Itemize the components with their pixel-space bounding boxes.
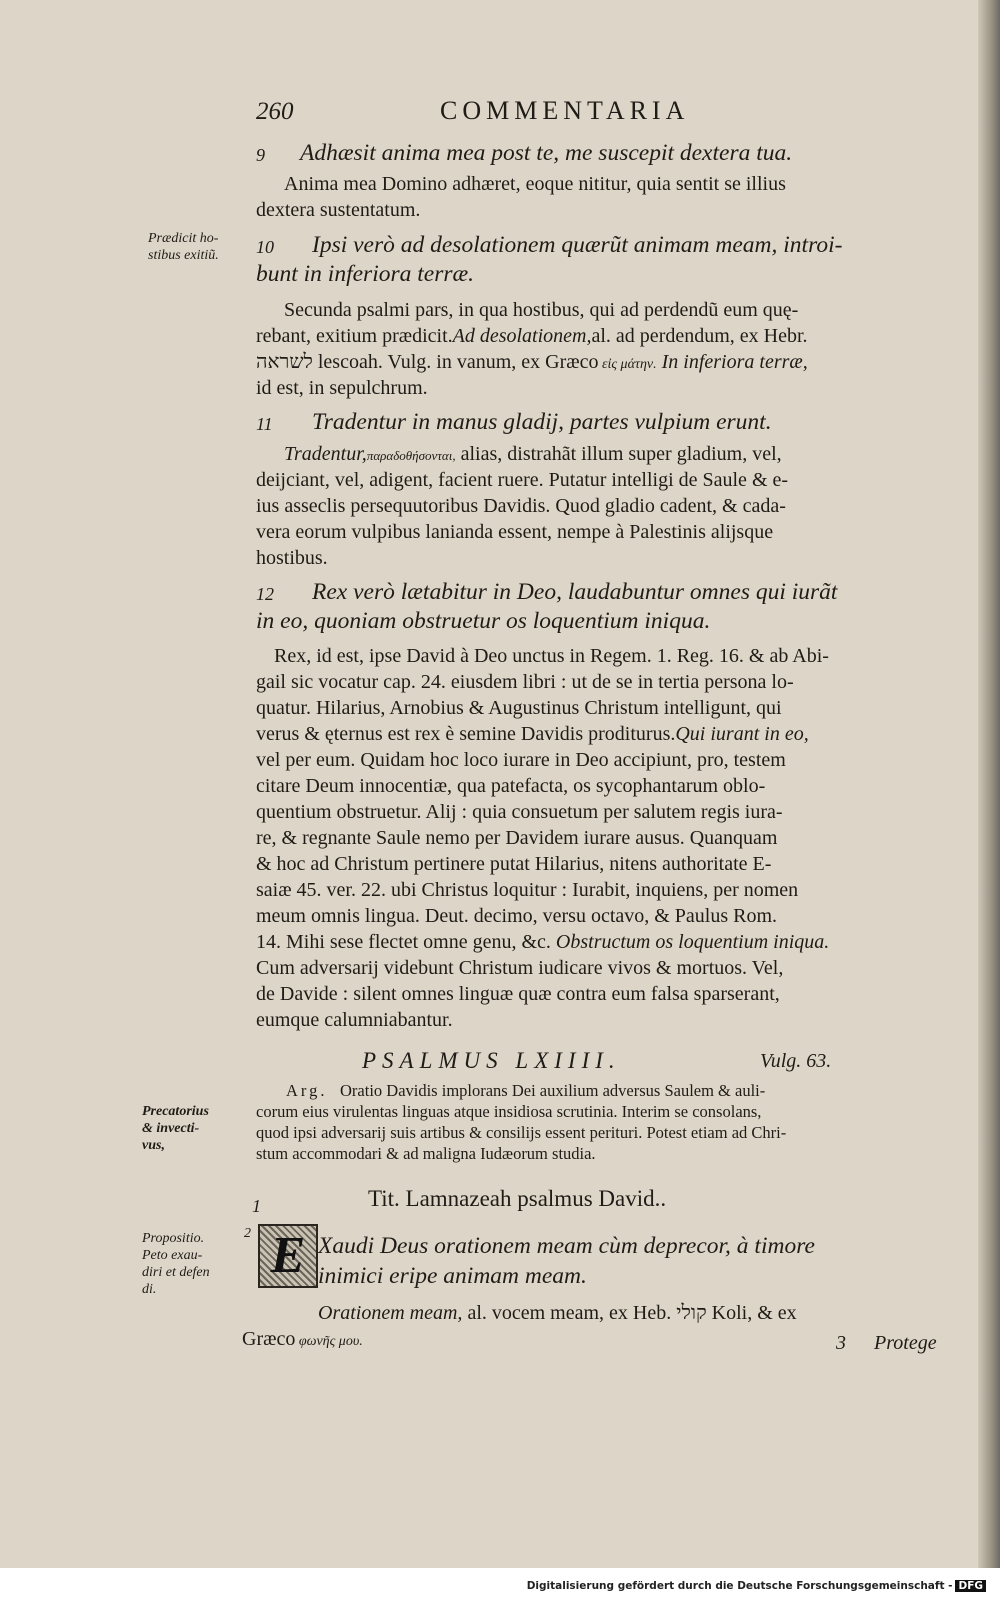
commentary-line: Anima mea Domino adhæret, eoque nititur, quia sentit se illius <box>284 173 786 195</box>
commentary-line: verus & ęternus est rex è semine Davidis proditurus.Qui iurant in eo, <box>256 723 809 745</box>
commentary-line: vera eorum vulpibus lanianda essent, nempe à Palestinis alijsque <box>256 521 774 543</box>
commentary-line: citare Deum innocentiæ, qua patefacta, os sycophantarum oblo- <box>256 775 766 797</box>
argument-line: stum accommodari & ad maligna Iudæorum studia. <box>256 1144 596 1163</box>
verse-text: bunt in inferiora terræ. <box>256 261 475 287</box>
verse-number: 1 <box>252 1196 261 1216</box>
decorated-initial: E <box>258 1224 318 1288</box>
commentary-line: de Davide : silent omnes linguæ quæ contra eum falsa sparserant, <box>256 983 780 1005</box>
verse-text: in eo, quoniam obstruetur os loquentium iniqua. <box>256 608 711 634</box>
catchword: Protege <box>874 1332 937 1354</box>
verse-text: Ipsi verò ad desolationem quærũt animam meam, introi- <box>312 232 843 258</box>
commentary-line: Tradentur,παραδοθήσονται, alias, distrahãt illum super gladium, vel, <box>284 443 782 465</box>
catchword-number: 3 <box>836 1332 846 1354</box>
commentary-line: ius asseclis persequutoribus Davidis. Quod gladio cadent, & cada- <box>256 495 786 517</box>
commentary-line: & hoc ad Christum pertinere putat Hilarius, nitens authoritate E- <box>256 853 772 875</box>
commentary-line: dextera sustentatum. <box>256 199 421 221</box>
page-edge <box>978 0 1000 1568</box>
verse-text: inimici eripe animam meam. <box>318 1263 587 1289</box>
verse-text: Rex verò lætabitur in Deo, laudabuntur omnes qui iurãt <box>312 579 838 605</box>
margin-note: Precatorius & invecti- vus, <box>142 1104 209 1153</box>
psalm-title: Tit. Lamnazeah psalmus David.. <box>368 1186 667 1211</box>
argument-line: corum eius virulentas linguas atque insidiosa scrutinia. Interim se consolans, <box>256 1102 762 1121</box>
commentary-line: Rex, id est, ipse David à Deo unctus in Regem. 1. Reg. 16. & ab Abi- <box>274 645 829 667</box>
commentary-line: 14. Mihi sese flectet omne genu, &c. Obstructum os loquentium iniqua. <box>256 931 830 953</box>
verse-number: 12 <box>256 584 274 604</box>
commentary-line: לשראה lescoah. Vulg. in vanum, ex Græco εἰς μάτην. In inferiora terræ, <box>256 351 808 373</box>
commentary-line: re, & regnante Saule nemo per Davidem iurare ausus. Quanquam <box>256 827 778 849</box>
credit-text: Digitalisierung gefördert durch die Deutsche Forschungsgemeinschaft - <box>526 1580 953 1592</box>
verse-number: 9 <box>256 145 265 165</box>
verse-text: Tradentur in manus gladij, partes vulpium erunt. <box>312 409 772 435</box>
commentary-line: vel per eum. Quidam hoc loco iurare in Deo accipiunt, pro, testem <box>256 749 786 771</box>
argument-line: Oratio Davidis implorans Dei auxilium adversus Saulem & auli- <box>340 1081 766 1100</box>
digitization-credit <box>527 1580 986 1592</box>
commentary-line: quatur. Hilarius, Arnobius & Augustinus Christum intelligunt, qui <box>256 697 782 719</box>
commentary-line: hostibus. <box>256 547 328 569</box>
verse-text: Xaudi Deus orationem meam cùm deprecor, à timore <box>318 1233 815 1259</box>
commentary-line: gail sic vocatur cap. 24. eiusdem libri : ut de se in tertia persona lo- <box>256 671 794 693</box>
psalm-heading: PSALMUS LXIIII. <box>362 1048 621 1073</box>
margin-note: Propositio. Peto exau- diri et defen di. <box>142 1231 210 1297</box>
commentary-line: Orationem meam, al. vocem meam, ex Heb. קולי Koli, & ex <box>318 1302 797 1324</box>
verse-number: 2 <box>244 1226 251 1241</box>
vulgate-number: Vulg. 63. <box>760 1050 832 1072</box>
verse-text: Adhæsit anima mea post te, me suscepit dextera tua. <box>300 140 793 166</box>
commentary-line: deijciant, vel, adigent, facient ruere. Putatur intelligi de Saule & e- <box>256 469 789 491</box>
argument-line: quod ipsi adversarij suis artibus & consilijs essent perituri. Potest etiam ad Chri- <box>256 1123 787 1142</box>
verse-number: 10 <box>256 237 274 257</box>
commentary-line: Græco φωνῆς μου. <box>242 1328 363 1350</box>
running-title: COMMENTARIA <box>440 96 690 125</box>
dfg-logo: DFG <box>955 1580 986 1592</box>
margin-note: Prædicit ho- stibus exitiũ. <box>148 231 219 263</box>
commentary-line: rebant, exitium prædicit.Ad desolationem,al. ad perdendum, ex Hebr. <box>256 325 808 347</box>
verse-number: 11 <box>256 414 273 434</box>
commentary-line: meum omnis lingua. Deut. decimo, versu octavo, & Paulus Rom. <box>256 905 778 927</box>
commentary-line: saiæ 45. ver. 22. ubi Christus loquitur : Iurabit, inquiens, per nomen <box>256 879 799 901</box>
commentary-line: quentium obstruetur. Alij : quia consuetum per salutem regis iura- <box>256 801 783 823</box>
argument-label: Arg. <box>286 1081 328 1100</box>
commentary-line: eumque calumniabantur. <box>256 1009 453 1031</box>
commentary-line: id est, in sepulchrum. <box>256 377 428 399</box>
commentary-line: Cum adversarij videbunt Christum iudicare vivos & mortuos. Vel, <box>256 957 784 979</box>
page-number: 260 <box>256 98 294 125</box>
commentary-line: Secunda psalmi pars, in qua hostibus, qui ad perdendũ eum quę- <box>284 299 799 321</box>
